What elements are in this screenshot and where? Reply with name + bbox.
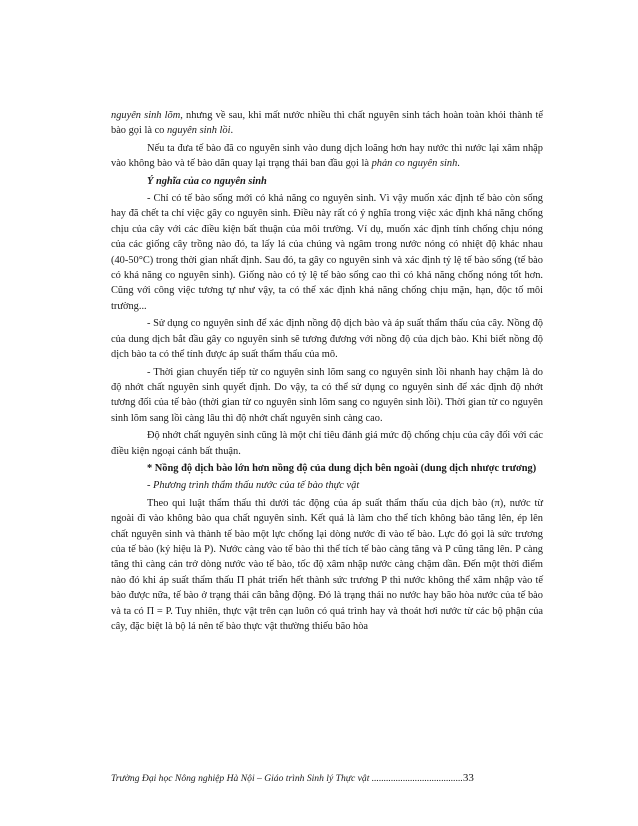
footer-text: Trường Đại học Nông nghiệp Hà Nội – Giáo trình Sinh lý Thực vật ...................................... xyxy=(111,773,463,784)
italic-term: nguyên sinh lồi xyxy=(166,125,231,137)
paragraph-text: . xyxy=(457,158,460,170)
paragraph-text: . xyxy=(230,125,234,137)
paragraph-text: Nếu ta đưa tế bào đã co nguyên sinh vào dung dịch loãng hơn hay nước thì nước lại xâm nhập vào không bào và tế bào dãn quay lại trạng thái ban đầu gọi là xyxy=(111,142,543,170)
italic-term: nguyên sinh lõm xyxy=(111,110,181,121)
page-footer xyxy=(111,772,543,784)
page-number: 33 xyxy=(462,772,474,784)
italic-term: phản co nguyên sinh xyxy=(371,158,458,170)
paragraph-text: , nhưng về sau, khi mất nước nhiều thì chất nguyên sinh tách hoàn toàn khỏi thành tế bào gọi là co xyxy=(111,110,544,137)
section-heading: Ý nghĩa của co nguyên sinh xyxy=(147,175,267,187)
paragraph: - Sử dụng co nguyên sinh để xác định nồng độ dịch bào và áp suất thẩm thấu của cây. Nồng độ của dung dịch bắt đầu gây co nguyên sinh sẽ tương đương với nồng độ của dịch bào. Khi biết nồng độ dịch bào ta có thể tính được áp suất thẩm thấu của mô. xyxy=(111,318,543,361)
paragraph xyxy=(111,108,543,139)
paragraph: Theo qui luật thẩm thấu thì dưới tác động của áp suất thẩm thấu của dịch bào (π), nước từ ngoài đi vào không bào qua chất nguyên sinh. Kết quả là làm cho thể tích không bào tăng lên, ép lên chất nguyên sinh và thành tế bào một lực chống lại dòng nước đi vào tế bào. Lực đó gọi là sức trương của tế bào (ký hiệu là P). Nước càng vào tế bào thì thể tích tế bào càng tăng và P cũng tăng lên. P càng tăng thì càng cản trở dòng nước vào tế bào, tốc độ xâm nhập nước càng chậm dần. Đến một thời điểm nào đó khi áp suất thẩm thấu Π phát triển hết thành sức trương P thì nước không thể xâm nhập vào tế bào được nữa, tế bào ở trạng thái cân bằng động. Đó là trạng thái no nước hay bão hòa nước của tế bào và ta có Π = P. Tuy nhiên, thực vật trên cạn luôn có quá trình hay và thoát hơi nước từ các bộ phận của cây, đặc biệt là bộ lá nên tế bào thực vật thường thiếu bão hòa xyxy=(111,497,543,632)
page-body xyxy=(111,108,543,636)
paragraph: - Chỉ có tế bào sống mới có khả năng co nguyên sinh. Vì vậy muốn xác định tế bào còn sống hay đã chết ta chỉ việc gây co nguyên sinh. Điều này rất có ý nghĩa trong việc xác định khả năng chống chịu của cây với các điều kiện bất thuận của môi trường. Ví dụ, muốn xác định tính chống chịu nóng của các giống cây trồng nào đó, ta lấy lá của chúng và ngâm trong nước nóng có nhiệt độ khác nhau (40-50°C) trong thời gian nhất định. Sau đó, ta gây co nguyên sinh và xác định tỷ lệ tế bào sống (tế bào có khả năng co nguyên sinh). Giống nào có tỷ lệ tế bào sống cao thì có khả năng chống nóng tốt hơn. Cũng với công việc tương tự như vậy, ta có thể xác định khả năng chống chịu mặn, hạn, độc tố môi trường... xyxy=(111,193,543,312)
section-heading: * Nồng độ dịch bào lớn hơn nồng độ của dung dịch bên ngoài (dung dịch nhược trương) xyxy=(147,462,537,474)
paragraph: - Thời gian chuyển tiếp từ co nguyên sinh lõm sang co nguyên sinh lồi nhanh hay chậm là do độ nhớt chất nguyên sinh quyết định. Do vậy, ta có thể sử dụng co nguyên sinh để xác định độ nhớt tương đối của tế bào (thời gian từ co nguyên sinh lõm sang co nguyên sinh lồi). Thời gian từ co nguyên sinh lõm sang lồi càng lâu thì độ nhớt chất nguyên sinh càng cao. xyxy=(111,366,543,424)
subsection-heading: - Phương trình thẩm thấu nước của tế bào thực vật xyxy=(147,480,360,492)
paragraph: Độ nhớt chất nguyên sinh cũng là một chỉ tiêu đánh giá mức độ chống chịu của cây đối với các điều kiện ngoại cảnh bất thuận. xyxy=(111,430,543,457)
paragraph xyxy=(111,141,543,172)
